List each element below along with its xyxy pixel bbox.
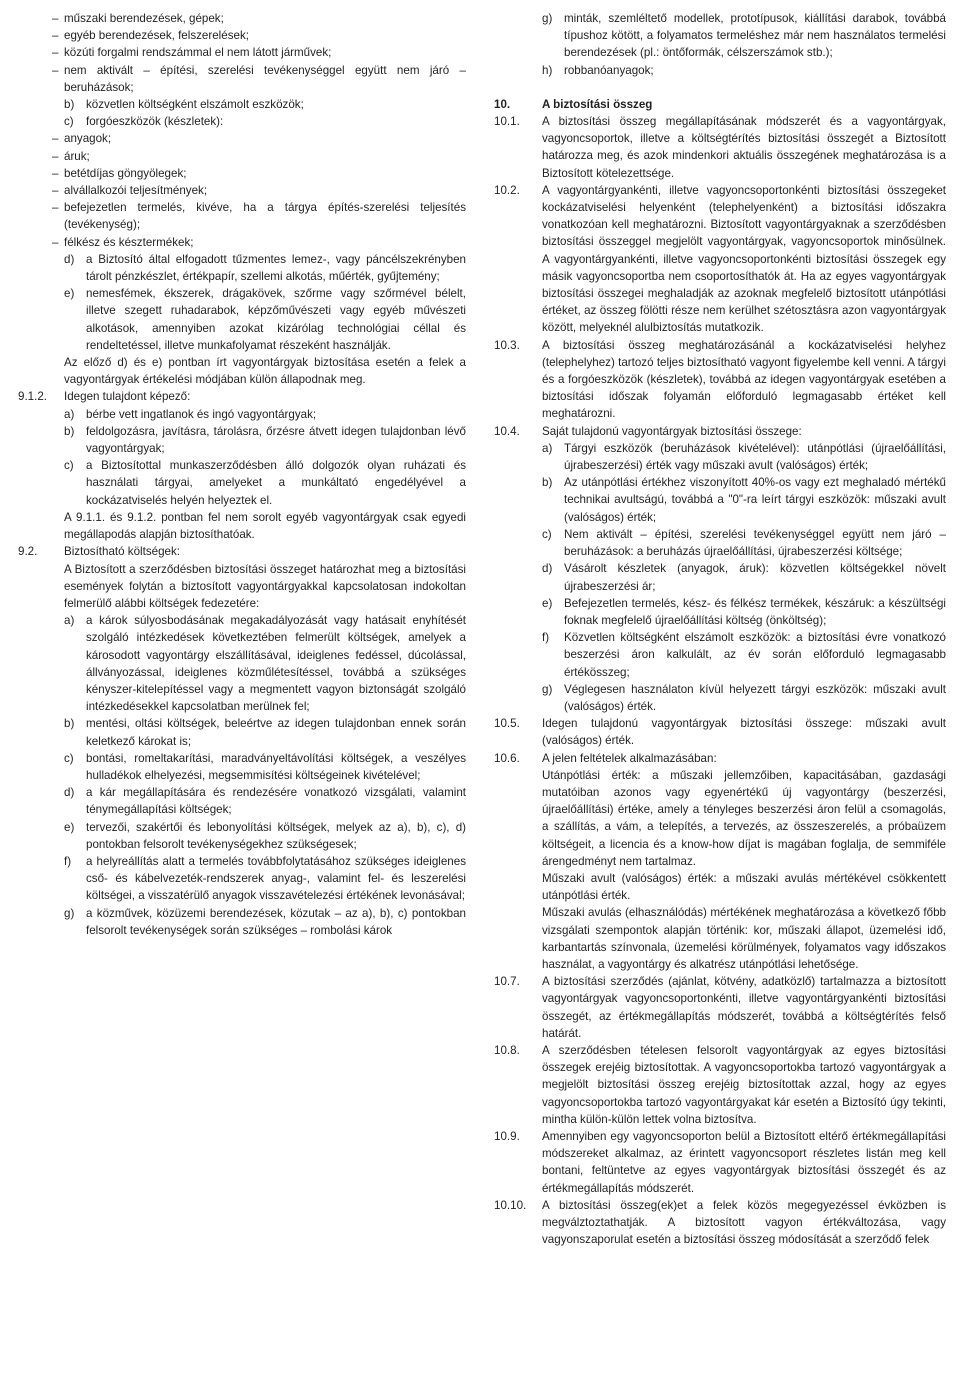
list-item: c) Nem aktivált – építési, szerelési tevékenységgel együtt nem járó – beruházások: a beruházás újraelőállítási, újrabeszerzési költsége; [542, 527, 946, 559]
list-item: – alvállalkozói teljesítmények; [52, 184, 208, 198]
section-9-2: 9.2. Biztosítható költségek: A Biztosított a szerződésben biztosítási összeget határozhat meg a biztosítási események folytán a biztosított vagyontárgyakkal kapcsolatosan indokoltan felmerülő alábbi költségek fedezetére: a) a károk súlyosbodásának megakadályozását vagy hatásait enyhítését szolgáló intézkedések következtében felmerült költségek, amelyek a károsodott vagyontárgy elszállításával, ideiglenes fedéssel, dúcolással, állványozással, ideiglenes közműlétesítéssel, továbbá a szükséges kényszer-kitelepítéssel vagy a megmentett vagyon biztonságát szolgáló intézkedésekkel kapcsolatban merülnek fel; b) mentési, oltási költségek, beleértve az idegen tulajdonban ennek során keletkező károkat is; c) bontási, romeltakarítási, maradványeltávolítási költségek, a veszélyes hulladékok elhelyezési, megsemmisítési költségeinek kivételével; d) a kár megállapítására és rendezésére vonatkozó vizsgálati, valamint ténymegállapítási költségek; e) tervezői, szakértői és lebonyolítási költségek, melyek az a), b), c), d) pontokban felsorolt tevékenységekhez szükségesek; f) a helyreállítás alatt a termelés továbbfolytatásához szükséges ideiglenes cső- és kábelvezeték-rendszerek anyag-, valamint fel- és leszerelési költségei, a visszatérülő anyagok visszavételezési értékének levonásával; g) a közművek, közüzemi berendezések, közutak – az a), b), c) pontokban felsorolt tevékenységek során szükséges – rombolási károk [18, 543, 466, 939]
list-item: – betétdíjas göngyölegek; [52, 166, 187, 180]
section-title: Saját tulajdonú vagyontárgyak biztosítási összege: [542, 424, 802, 438]
item-b: b) közvetlen költségként elszámolt eszközök; [64, 98, 304, 112]
list-item: d) Vásárolt készletek (anyagok, áruk): közvetlen költségekkel növelt újrabeszerzési ár; [542, 562, 946, 593]
paragraph: Műszaki avult (valóságos) érték: a műszaki avulás mértékével csökkentett utánpótlási érték. [542, 871, 946, 903]
section-10-5: 10.5. Idegen tulajdonú vagyontárgyak biztosítási összege: műszaki avult (valóságos) érték. [494, 717, 946, 748]
section-10-6: 10.6. A jelen feltételek alkalmazásában: Utánpótlási érték: a műszaki jellemzőiben, kapacitásában, gazdasági mutatóiban azonos vagy egyenértékű új vagyontárgy (beszerzési, újraelőállítási) értéke, amely a tényleges beszerzési áron felül a csomagolás, a szállítás, a vám, a telepítés, a tervezés, az összeszerelés, a próbaüzem költségeit, a licencia és a know-how díjat is magában foglalja, de semmiféle árengedményt nem tartalmaz. Műszaki avult (valóságos) érték: a műszaki avulás mértékével csökkentett utánpótlási érték. Műszaki avulás (elhasználódás) mértékének meghatározása a következő főbb vizsgálati szempontok alapján történik: kor, műszaki állapot, üzemelési idő, karbantartás színvonala, üzemelési körülmények, folyamatos vagy időszakos használat, a vagyontárgy és alkatrész utánpótlási lehetősége. [494, 750, 946, 974]
list-item: f) Közvetlen költségként elszámolt eszközök: a biztosítási évre vonatkozó beszerzési áron kalkulált, az év során előforduló legmagasabb értékösszeg; [542, 631, 946, 679]
section-10-8: 10.8. A szerződésben tételesen felsorolt vagyontárgyak az egyes biztosítási összegek erejéig biztosítottak. A vagyoncsoportokba tartozó vagyontárgyak a megjelölt biztosítási összeg erejéig biztosítottak azzal, hogy az egyes vagyoncsoportokba tartozó vagyontárgyakat kár esetén a Biztosító úgy tekinti, mintha külön-külön lettek volna biztosítva. [494, 1043, 946, 1126]
list-item: – nem aktivált – építési, szerelési tevékenységgel együtt nem járó – beruházások; [52, 63, 466, 94]
item-e: e) nemesfémek, ékszerek, drágakövek, szőrme vagy szőrmével bélelt, illetve szegett ruhadarabok, képzőművészeti vagy egyéb művészeti alkotások, amennyiben azokat kizárólag technológiai céllal és rendeltetéssel, illetve munkafolyamat részeként használják. [64, 287, 466, 352]
list-item: g) Véglegesen használaton kívül helyezett tárgyi eszközök: műszaki avult (valóságos) érték. [542, 682, 946, 713]
list-item: g) minták, szemléltető modellek, prototípusok, kiállítási darabok, továbbá típushoz kötött, a folyamatos termeléshez már nem használatos termelési berendezések (pl.: öntőformák, célszerszámok stb.); [542, 12, 946, 60]
section-title: A jelen feltételek alkalmazásában: [542, 751, 717, 765]
list-item: – egyéb berendezések, felszerelések; [52, 29, 249, 43]
list-item: – anyagok; [52, 132, 112, 146]
item-d: d) a Biztosító által elfogadott tűzmentes lemez-, vagy páncélszekrényben tárolt pénzkészlet, értékpapír, szellemi alkotás, műérték, gyűjtemény; [64, 252, 466, 284]
list-item: g) a közművek, közüzemi berendezések, közutak – az a), b), c) pontokban felsorolt tevékenységek során szükséges – rombolási károk [64, 906, 466, 937]
list-item: c) a Biztosítottal munkaszerződésben álló dolgozók olyan ruházati és használati tárgyai, amelyeket a munkáltató engedélyével a kockázatviselés helyén helyeztek el. [64, 459, 466, 507]
list-item: a) a károk súlyosbodásának megakadályozását vagy hatásait enyhítését szolgáló intézkedések következtében felmerült költségek, amelyek a károsodott vagyontárgy elszállításával, ideiglenes fedéssel, dúcolással, állványozással, ideiglenes közműlétesítéssel, továbbá a szükséges kényszer-kitelepítéssel vagy a megmentett vagyon biztonságát szolgáló intézkedésekkel kapcsolatban merülnek fel; [64, 614, 466, 714]
list-item: b) Az utánpótlási értékhez viszonyított 40%-os vagy ezt meghaladó mértékű technikai avultságú, továbbá a "0"-ra leírt tárgyi eszközök: műszaki avult (valóságos) érték; [542, 476, 946, 524]
note-de: Az előző d) és e) pontban írt vagyontárgyak biztosítása esetén a felek a vagyontárgyak értékelési módjában külön állapodnak meg. [64, 356, 466, 387]
paragraph: Műszaki avulás (elhasználódás) mértékének meghatározása a következő főbb vizsgálati szempontok alapján történik: kor, műszaki állapot, üzemelési idő, karbantartás színvonala, üzemelési körülmények, folyamatos vagy időszakos használat, a vagyontárgy és alkatrész utánpótlási lehetősége. [542, 906, 946, 971]
list-item: – közúti forgalmi rendszámmal el nem látott járművek; [52, 46, 332, 60]
list-item: b) feldolgozásra, javításra, tárolásra, őrzésre átvett idegen tulajdonban lévő vagyontárgyak; [64, 424, 466, 456]
section-10-heading: 10. A biztosítási összeg [494, 97, 653, 111]
dash-list-c [52, 130, 466, 250]
section-10-4: 10.4. Saját tulajdonú vagyontárgyak biztosítási összege: a) Tárgyi eszközök (beruházások kivételével): utánpótlási (újraelőállítási, újrabeszerzési) érték vagy műszaki avult (valóságos) érték; b) Az utánpótlási értékhez viszonyított 40%-os vagy ezt meghaladó mértékű technikai avultságú, továbbá a "0"-ra leírt tárgyi eszközök: műszaki avult (valóságos) érték; c) Nem aktivált – építési, szerelési tevékenységgel együtt nem járó – beruházások: a beruházás újraelőállítási, újrabeszerzési költsége; d) Vásárolt készletek (anyagok, áruk): közvetlen költségekkel növelt újrabeszerzési ár; e) Befejezetlen termelés, kész- és félkész termékek, készáruk: a készültségi foknak megfelelő újraelőállítási költség (önköltség); f) Közvetlen költségként elszámolt eszközök: a biztosítási évre vonatkozó beszerzési áron kalkulált, az év során előforduló legmagasabb értékösszeg; g) Véglegesen használaton kívül helyezett tárgyi eszközök: műszaki avult (valóságos) érték. [494, 423, 946, 715]
section-10-7: 10.7. A biztosítási szerződés (ajánlat, kötvény, adatközlő) tartalmazza a biztosított vagyontárgyak vagyoncsoportonkénti, illetve vagyontárgyankénti biztosítási összegét, az értékmegállapítás módszerét, továbbá a költségtérítés felső határát. [494, 975, 946, 1040]
list-item: f) a helyreállítás alatt a termelés továbbfolytatásához szükséges ideiglenes cső- és kábelvezeték-rendszerek anyag-, valamint fel- és leszerelési költségei, a visszatérülő anyagok visszavételezési értékének levonásával; [64, 854, 466, 903]
list-item: d) a kár megállapítására és rendezésére vonatkozó vizsgálati, valamint ténymegállapítási költségek; [64, 786, 466, 817]
section-10-10: 10.10. A biztosítási összeg(ek)et a felek közös megegyezéssel évközben is megválztoztathatják. A biztosított vagyon értékváltozása, vagy vagyonszaporulat esetén a biztosítási összeg módosítását a szerződő felek [494, 1198, 946, 1247]
left-column [18, 10, 466, 939]
section-title: Biztosítható költségek: [64, 545, 180, 559]
list-item: a) bérbe vett ingatlanok és ingó vagyontárgyak; [64, 407, 317, 421]
section-10-9: 10.9. Amennyiben egy vagyoncsoporton belül a Biztosított eltérő értékmegállapítási módszereket alkalmaz, az érintett vagyoncsoport részletes listán meg kell bontani, feltüntetve az egyes vagyontárgyak biztosítási összegét és az értékmegállapítás módszerét. [494, 1130, 946, 1195]
list-item: c) bontási, romeltakarítási, maradványeltávolítási költségek, a veszélyes hulladékok elhelyezési, megsemmisítési költségeinek kivételével; [64, 751, 466, 782]
list-item: – félkész és késztermékek; [52, 235, 194, 249]
section-note: A 9.1.1. és 9.1.2. pontban fel nem sorolt egyéb vagyontárgyak csak egyedi megállapodás alapján biztosíthatóak. [64, 510, 466, 542]
section-10-2: 10.2. A vagyontárgyankénti, illetve vagyoncsoportonkénti biztosítási összegeket kockázatviselési helyenként (telephelyenként) a biztosítási időszakra vonatkozóan kell meghatározni. Biztosított vagyontárgyaknak a szerződésben biztosítási összeggel megjelölt vagyontárgyak, vagyoncsoportok minősülnek. A vagyontárgyankénti, illetve vagyoncsoportonkénti biztosítási összegek egy másik vagyoncsoportba nem csoportosíthatók át. Ha az egyes vagyontárgyak biztosítási összegei meghaladják az azoknak megfelelő biztosított utánpótlási értéket, az összeg fölötti része nem kerülhet szétosztásra azon vagyontárgyak között, melyeknél alulbiztosítás mutatkozik. [494, 183, 946, 335]
section-10-3: 10.3. A biztosítási összeg meghatározásánál a kockázatviselési helyhez (telephelyhez) tartozó teljes biztosítható vagyont figyelembe kell venni. A tárgyi és a forgóeszközök (készletek), továbbá az idegen vagyontárgyak esetében a biztosítási időszak folyamán előforduló legmagasabb értéket kell meghatározni. [494, 338, 946, 421]
section-10-1: 10.1. A biztosítási összeg megállapításának módszerét és a vagyontárgyak, vagyoncsoportok, illetve a költségtérítés biztosítási összegét a Biztosított határozza meg, és azok mindenkori aktuális összegének meghatározása is a Biztosított kötelezettsége. [494, 115, 946, 180]
list-item: – áruk; [52, 149, 90, 163]
section-intro: A Biztosított a szerződésben biztosítási összeget határozhat meg a biztosítási események folytán a biztosított vagyontárgyakkal kapcsolatosan indokoltan felmerülő alábbi költségek fedezetére: [64, 562, 466, 610]
list-item: b) mentési, oltási költségek, beleértve az idegen tulajdonban ennek során keletkező károkat is; [64, 717, 466, 748]
list-item: a) Tárgyi eszközök (beruházások kivételével): utánpótlási (újraelőállítási, újrabeszerzési) érték vagy műszaki avult (valóságos) érték; [542, 441, 946, 473]
paragraph: Utánpótlási érték: a műszaki jellemzőiben, kapacitásában, gazdasági mutatóiban azonos vagy egyenértékű új vagyontárgy (beszerzési, újraelőállítási) értéke, amely a tényleges beszerzési áron felül a csomagolás, a szállítás, a vám, a telepítés, a tervezés, az összeszerelés, a próbaüzem költségeit, a licencia és a know-how díjat is magában foglalja, de semmiféle árengedményt nem tartalmaz. [542, 768, 946, 868]
section-9-1-2: 9.1.2. Idegen tulajdont képező: a) bérbe vett ingatlanok és ingó vagyontárgyak; b) feldolgozásra, javításra, tárolásra, őrzésre átvett idegen tulajdonban lévő vagyontárgyak; c) a Biztosítottal munkaszerződésben álló dolgozók olyan ruházati és használati tárgyai, amelyeket a munkáltató engedélyével a kockázatviselés helyén helyeztek el. A 9.1.1. és 9.1.2. pontban fel nem sorolt egyéb vagyontárgyak csak egyedi megállapodás alapján biztosíthatóak. [18, 388, 466, 543]
section-title: Idegen tulajdont képező: [64, 390, 191, 404]
item-c: c) forgóeszközök (készletek): [64, 115, 224, 129]
list-item: e) Befejezetlen termelés, kész- és félkész termékek, készáruk: a készültségi foknak megfelelő újraelőállítási költség (önköltség); [542, 596, 946, 627]
list-item: – műszaki berendezések, gépek; [52, 12, 224, 25]
dash-list-top [52, 10, 466, 96]
list-item: h) robbanóanyagok; [542, 63, 654, 77]
list-item: e) tervezői, szakértői és lebonyolítási költségek, melyek az a), b), c), d) pontokban felsorolt tevékenységekhez szükségesek; [64, 820, 466, 851]
list-item: – befejezetlen termelés, kivéve, ha a tárgya építés-szerelési teljesítés (tevékenység); [52, 201, 466, 232]
right-column [494, 10, 946, 1248]
